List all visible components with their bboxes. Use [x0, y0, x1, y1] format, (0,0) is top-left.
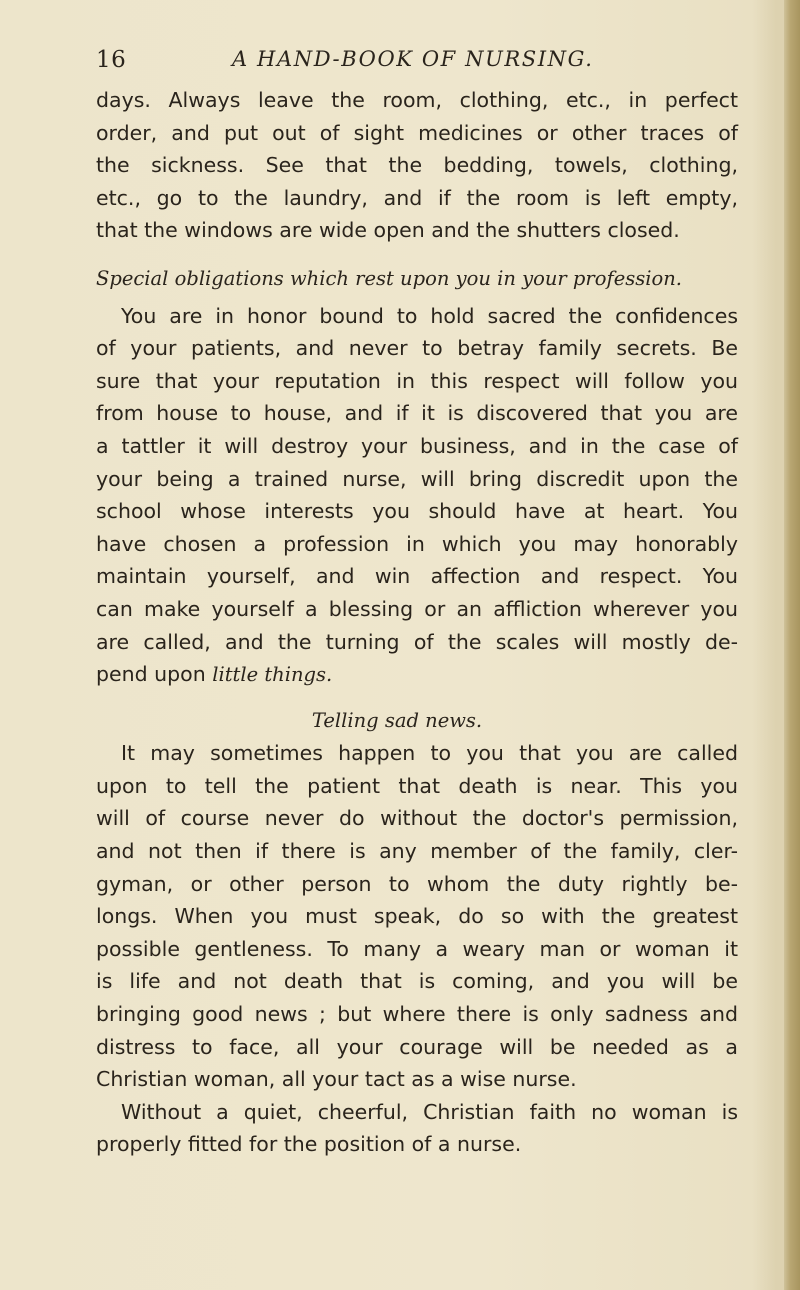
text-line: is life and not death that is coming, and you will be	[96, 969, 738, 994]
text-line: school whose interests you should have at heart. You	[96, 499, 738, 524]
text-line: You are in honor bound to hold sacred the confidences	[121, 303, 738, 328]
text-line: of your patients, and never to betray family secrets. Be	[96, 336, 738, 361]
section-heading-telling-sad-news: Telling sad news.	[311, 708, 483, 732]
text-line: days. Always leave the room, clothing, etc., in perfect	[96, 88, 738, 112]
text-line: longs. When you must speak, do so with the greatest	[96, 904, 738, 929]
text-line: bringing good news ; but where there is only sadness and	[96, 1002, 738, 1027]
page-body	[96, 84, 738, 1161]
text-line: Without a quiet, cheerful, Christian faith no woman is	[121, 1099, 738, 1124]
text-line: order, and put out of sight medicines or other traces of	[96, 120, 738, 145]
text-line: that the windows are wide open and the shutters closed.	[96, 218, 680, 243]
page-header	[96, 47, 746, 77]
text-line: sure that your reputation in this respect will follow you	[96, 368, 738, 393]
text-line: will of course never do without the doctor's permission,	[96, 806, 738, 831]
italic-phrase: little things.	[212, 663, 333, 687]
text-line: are called, and the turning of the scales will mostly de-	[96, 629, 738, 654]
text-line: upon to tell the patient that death is near. This you	[96, 773, 738, 798]
text-line: properly fitted for the position of a nurse.	[96, 1132, 522, 1157]
text-line: Christian woman, all your tact as a wise nurse.	[96, 1067, 577, 1092]
paragraph-special-obligations	[96, 300, 738, 691]
text-line: can make yourself a blessing or an affliction wherever you	[96, 596, 738, 621]
text-line: gyman, or other person to whom the duty rightly be-	[96, 871, 738, 896]
text-line: etc., go to the laundry, and if the room is left empty,	[96, 185, 738, 210]
paragraph-1	[96, 84, 738, 247]
text-line: and not then if there is any member of the family, cler-	[96, 839, 738, 864]
text-line: distress to face, all your courage will be needed as a	[96, 1034, 738, 1059]
text-line: your being a trained nurse, will bring discredit upon the	[96, 466, 738, 491]
text-line	[96, 658, 738, 691]
text-line: have chosen a profession in which you may honorably	[96, 531, 738, 556]
section-heading-special-obligations: Special obligations which rest upon you in your profession.	[96, 266, 682, 290]
text-line: possible gentleness. To many a weary man or woman it	[96, 936, 738, 961]
running-title: A HAND-BOOK OF NURSING.	[232, 47, 594, 71]
closing-paragraph	[96, 1096, 738, 1161]
text-span: pend upon	[96, 662, 213, 687]
text-line: the sickness. See that the bedding, towels, clothing,	[96, 153, 738, 178]
paragraph-telling-sad-news	[96, 737, 738, 1096]
text-line: a tattler it will destroy your business, and in the case of	[96, 433, 738, 458]
text-line: maintain yourself, and win affection and respect. You	[96, 564, 738, 589]
page-edge	[784, 0, 800, 1290]
page-number: 16	[96, 47, 127, 73]
text-line: from house to house, and if it is discovered that you are	[96, 401, 738, 426]
text-line: It may sometimes happen to you that you are called	[121, 741, 738, 766]
